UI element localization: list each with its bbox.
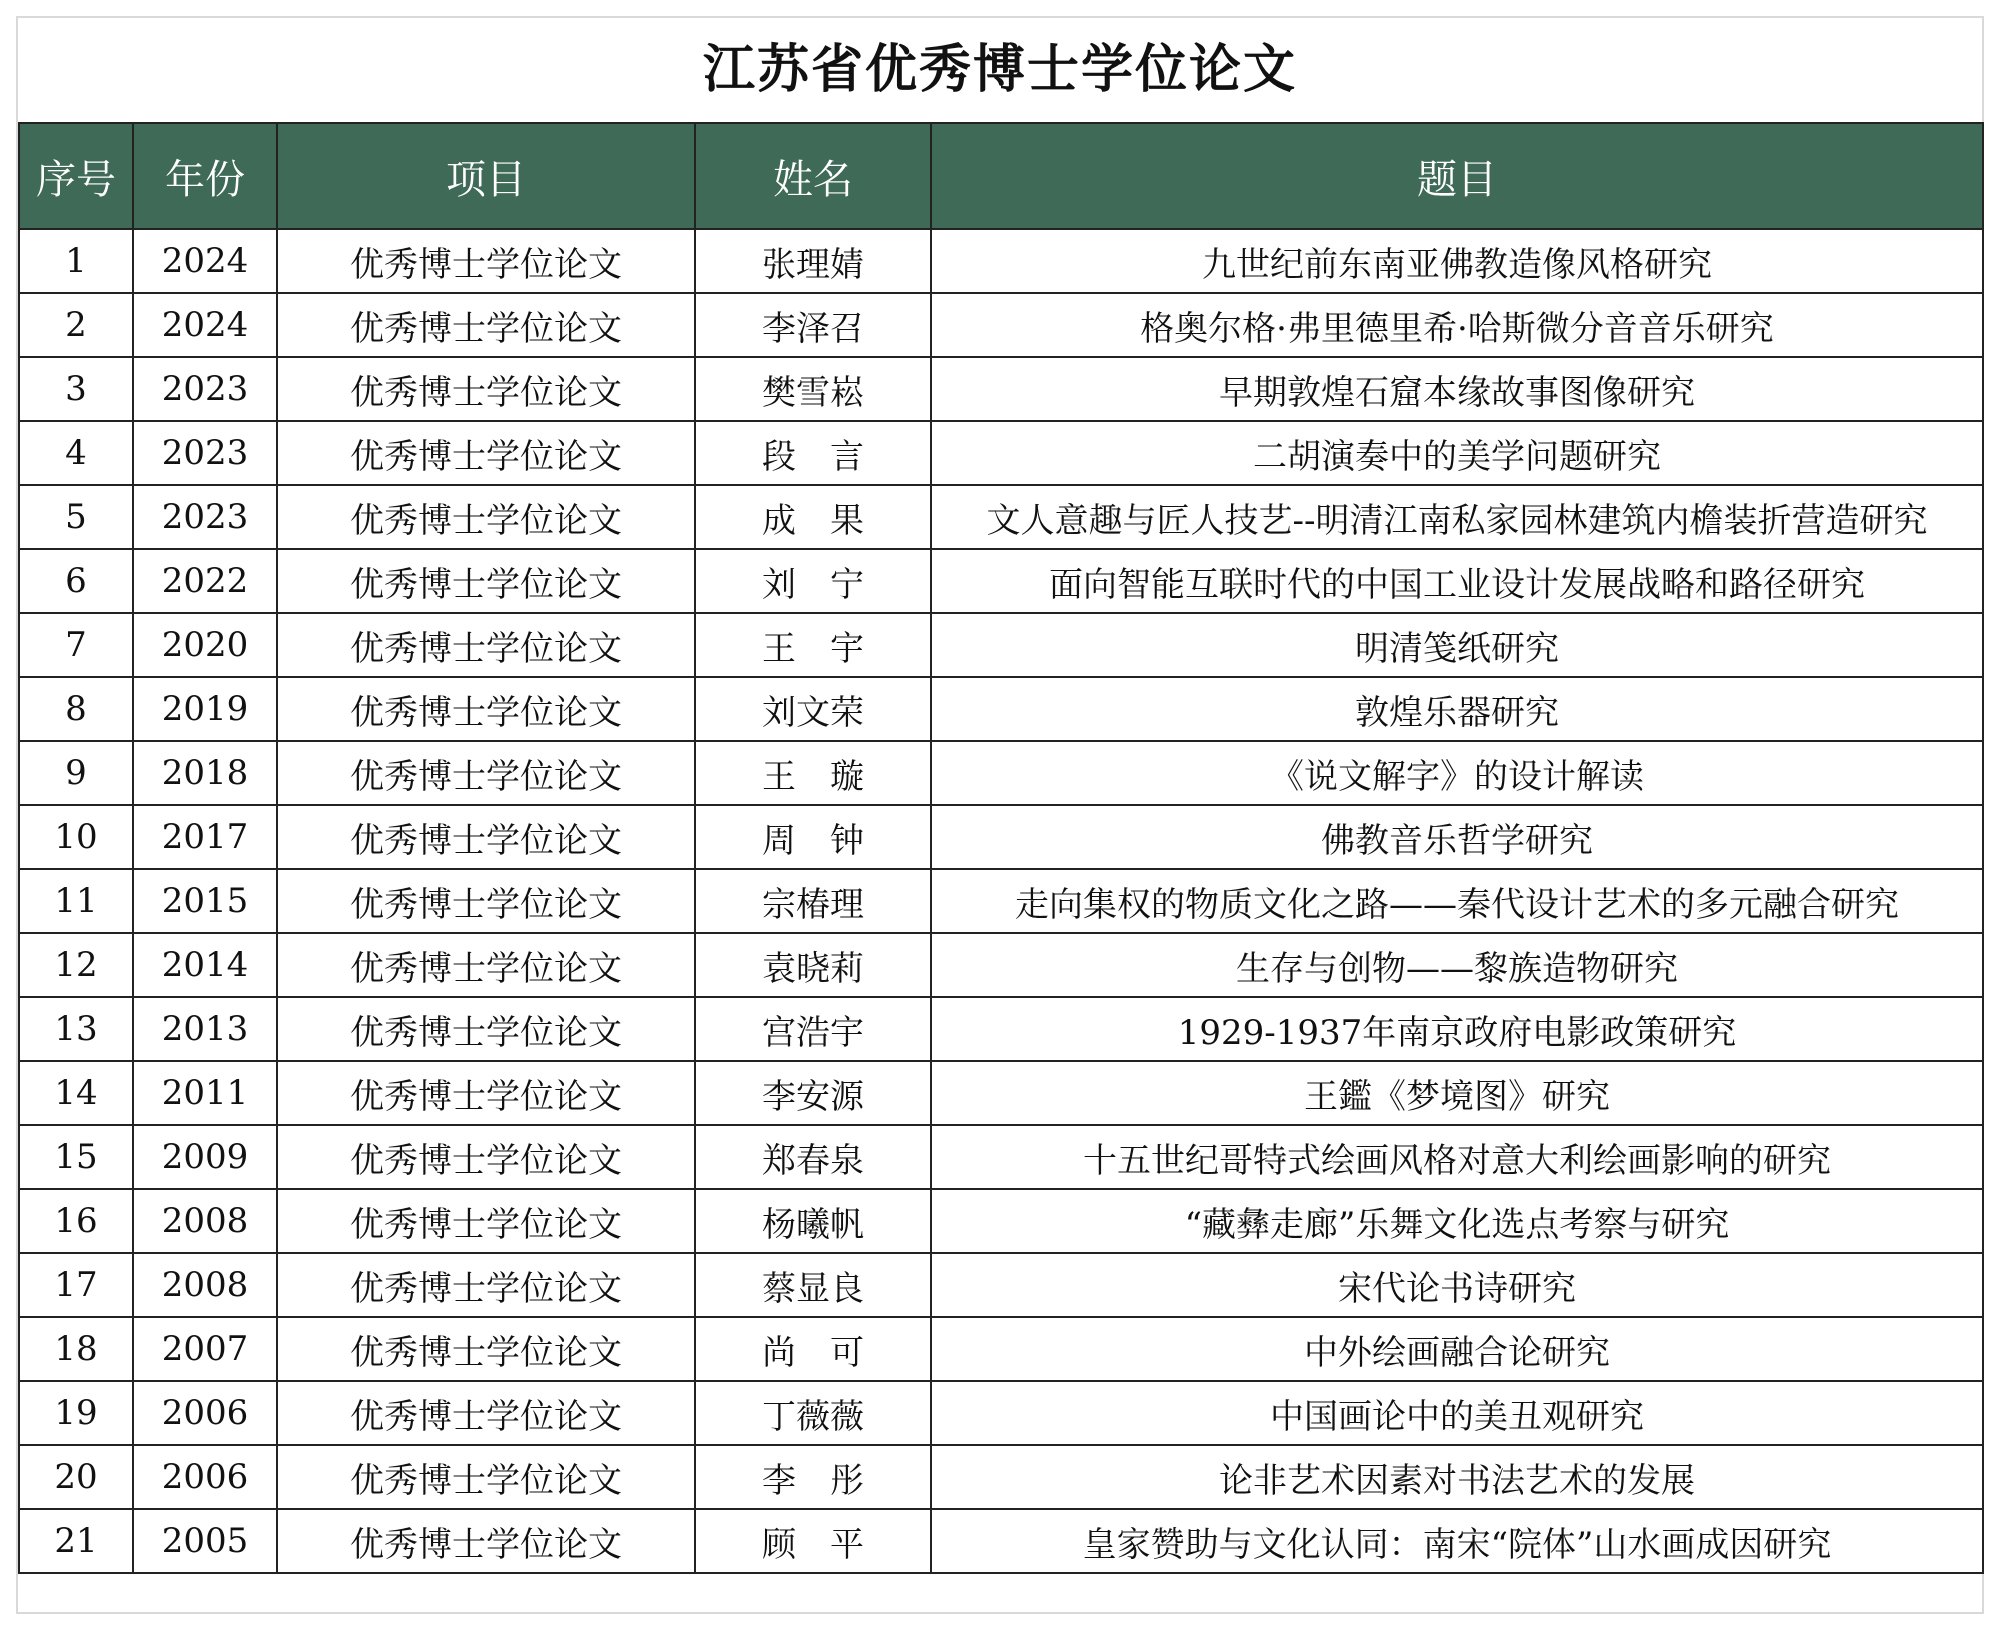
topic-cell[interactable]: 论非艺术因素对书法艺术的发展 xyxy=(931,1445,1983,1509)
project-cell[interactable]: 优秀博士学位论文 xyxy=(277,1317,695,1381)
name-cell[interactable]: 张理婧 xyxy=(695,229,931,293)
table-row xyxy=(19,293,1983,357)
table-row xyxy=(19,805,1983,869)
project-cell[interactable]: 优秀博士学位论文 xyxy=(277,1061,695,1125)
table-row xyxy=(19,677,1983,741)
seq-cell[interactable]: 8 xyxy=(19,677,133,741)
year-cell[interactable]: 2014 xyxy=(133,933,277,997)
table-row xyxy=(19,485,1983,549)
seq-cell[interactable]: 19 xyxy=(19,1381,133,1445)
table-row xyxy=(19,997,1983,1061)
name-cell[interactable]: 樊雪崧 xyxy=(695,357,931,421)
year-cell[interactable]: 2024 xyxy=(133,293,277,357)
year-cell[interactable]: 2024 xyxy=(133,229,277,293)
project-cell[interactable]: 优秀博士学位论文 xyxy=(277,677,695,741)
year-cell[interactable]: 2009 xyxy=(133,1125,277,1189)
seq-cell[interactable]: 2 xyxy=(19,293,133,357)
name-cell[interactable]: 成 果 xyxy=(695,485,931,549)
seq-cell[interactable]: 12 xyxy=(19,933,133,997)
project-cell[interactable]: 优秀博士学位论文 xyxy=(277,293,695,357)
table-row xyxy=(19,1317,1983,1381)
name-cell[interactable]: 杨曦帆 xyxy=(695,1189,931,1253)
project-cell[interactable]: 优秀博士学位论文 xyxy=(277,997,695,1061)
topic-cell[interactable]: 十五世纪哥特式绘画风格对意大利绘画影响的研究 xyxy=(931,1125,1983,1189)
year-cell[interactable]: 2020 xyxy=(133,613,277,677)
project-cell[interactable]: 优秀博士学位论文 xyxy=(277,805,695,869)
project-cell[interactable]: 优秀博士学位论文 xyxy=(277,869,695,933)
year-cell[interactable]: 2008 xyxy=(133,1189,277,1253)
project-cell[interactable]: 优秀博士学位论文 xyxy=(277,933,695,997)
year-cell[interactable]: 2011 xyxy=(133,1061,277,1125)
topic-cell[interactable]: 面向智能互联时代的中国工业设计发展战略和路径研究 xyxy=(931,549,1983,613)
topic-cell[interactable]: 宋代论书诗研究 xyxy=(931,1253,1983,1317)
column-header-year[interactable]: 年份 xyxy=(133,123,277,229)
column-header-topic[interactable]: 题目 xyxy=(931,123,1983,229)
awards-table xyxy=(18,122,1984,1574)
project-cell[interactable]: 优秀博士学位论文 xyxy=(277,1125,695,1189)
table-row xyxy=(19,1509,1983,1573)
name-cell[interactable]: 袁晓莉 xyxy=(695,933,931,997)
topic-cell[interactable]: 二胡演奏中的美学问题研究 xyxy=(931,421,1983,485)
seq-cell[interactable]: 9 xyxy=(19,741,133,805)
seq-cell[interactable]: 18 xyxy=(19,1317,133,1381)
year-cell[interactable]: 2006 xyxy=(133,1445,277,1509)
name-cell[interactable]: 周 钟 xyxy=(695,805,931,869)
year-cell[interactable]: 2022 xyxy=(133,549,277,613)
topic-cell[interactable]: 《说文解字》的设计解读 xyxy=(931,741,1983,805)
project-cell[interactable]: 优秀博士学位论文 xyxy=(277,357,695,421)
year-cell[interactable]: 2005 xyxy=(133,1509,277,1573)
year-cell[interactable]: 2013 xyxy=(133,997,277,1061)
seq-cell[interactable]: 14 xyxy=(19,1061,133,1125)
name-cell[interactable]: 李 彤 xyxy=(695,1445,931,1509)
table-row xyxy=(19,1125,1983,1189)
seq-cell[interactable]: 21 xyxy=(19,1509,133,1573)
table-row xyxy=(19,1061,1983,1125)
project-cell[interactable]: 优秀博士学位论文 xyxy=(277,1189,695,1253)
table-row xyxy=(19,741,1983,805)
topic-cell[interactable]: 文人意趣与匠人技艺--明清江南私家园林建筑内檐装折营造研究 xyxy=(931,485,1983,549)
name-cell[interactable]: 丁薇薇 xyxy=(695,1381,931,1445)
topic-cell[interactable]: 王鑑《梦境图》研究 xyxy=(931,1061,1983,1125)
spreadsheet-sheet xyxy=(16,16,1984,1614)
table-row xyxy=(19,933,1983,997)
column-header-seq[interactable]: 序号 xyxy=(19,123,133,229)
name-cell[interactable]: 郑春泉 xyxy=(695,1125,931,1189)
topic-cell[interactable]: 1929-1937年南京政府电影政策研究 xyxy=(931,997,1983,1061)
project-cell[interactable]: 优秀博士学位论文 xyxy=(277,421,695,485)
table-row xyxy=(19,1189,1983,1253)
topic-cell[interactable]: 中国画论中的美丑观研究 xyxy=(931,1381,1983,1445)
table-row xyxy=(19,1445,1983,1509)
table-row xyxy=(19,1253,1983,1317)
name-cell[interactable]: 蔡显良 xyxy=(695,1253,931,1317)
seq-cell[interactable]: 1 xyxy=(19,229,133,293)
seq-cell[interactable]: 13 xyxy=(19,997,133,1061)
year-cell[interactable]: 2019 xyxy=(133,677,277,741)
topic-cell[interactable]: 敦煌乐器研究 xyxy=(931,677,1983,741)
name-cell[interactable]: 宗椿理 xyxy=(695,869,931,933)
seq-cell[interactable]: 4 xyxy=(19,421,133,485)
name-cell[interactable]: 李安源 xyxy=(695,1061,931,1125)
name-cell[interactable]: 尚 可 xyxy=(695,1317,931,1381)
year-cell[interactable]: 2008 xyxy=(133,1253,277,1317)
seq-cell[interactable]: 15 xyxy=(19,1125,133,1189)
project-cell[interactable]: 优秀博士学位论文 xyxy=(277,613,695,677)
table-row xyxy=(19,1381,1983,1445)
topic-cell[interactable]: 生存与创物——黎族造物研究 xyxy=(931,933,1983,997)
topic-cell[interactable]: 皇家赞助与文化认同：南宋“院体”山水画成因研究 xyxy=(931,1509,1983,1573)
project-cell[interactable]: 优秀博士学位论文 xyxy=(277,1445,695,1509)
name-cell[interactable]: 王 宇 xyxy=(695,613,931,677)
table-row xyxy=(19,357,1983,421)
sheet-title: 江苏省优秀博士学位论文 xyxy=(702,39,1297,100)
name-cell[interactable]: 宫浩宇 xyxy=(695,997,931,1061)
topic-cell[interactable]: 走向集权的物质文化之路——秦代设计艺术的多元融合研究 xyxy=(931,869,1983,933)
table-row xyxy=(19,421,1983,485)
seq-cell[interactable]: 3 xyxy=(19,357,133,421)
seq-cell[interactable]: 11 xyxy=(19,869,133,933)
column-header-project[interactable]: 项目 xyxy=(277,123,695,229)
topic-cell[interactable]: 明清笺纸研究 xyxy=(931,613,1983,677)
seq-cell[interactable]: 16 xyxy=(19,1189,133,1253)
name-cell[interactable]: 刘文荣 xyxy=(695,677,931,741)
table-row xyxy=(19,869,1983,933)
project-cell[interactable]: 优秀博士学位论文 xyxy=(277,229,695,293)
project-cell[interactable]: 优秀博士学位论文 xyxy=(277,1253,695,1317)
project-cell[interactable]: 优秀博士学位论文 xyxy=(277,1381,695,1445)
topic-cell[interactable]: 早期敦煌石窟本缘故事图像研究 xyxy=(931,357,1983,421)
year-cell[interactable]: 2017 xyxy=(133,805,277,869)
topic-cell[interactable]: 九世纪前东南亚佛教造像风格研究 xyxy=(931,229,1983,293)
column-header-name[interactable]: 姓名 xyxy=(695,123,931,229)
year-cell[interactable]: 2023 xyxy=(133,485,277,549)
year-cell[interactable]: 2023 xyxy=(133,357,277,421)
topic-cell[interactable]: 中外绘画融合论研究 xyxy=(931,1317,1983,1381)
seq-cell[interactable]: 7 xyxy=(19,613,133,677)
seq-cell[interactable]: 10 xyxy=(19,805,133,869)
topic-cell[interactable]: 格奥尔格·弗里德里希·哈斯微分音音乐研究 xyxy=(931,293,1983,357)
year-cell[interactable]: 2015 xyxy=(133,869,277,933)
table-row xyxy=(19,549,1983,613)
seq-cell[interactable]: 5 xyxy=(19,485,133,549)
name-cell[interactable]: 段 言 xyxy=(695,421,931,485)
name-cell[interactable]: 李泽召 xyxy=(695,293,931,357)
seq-cell[interactable]: 6 xyxy=(19,549,133,613)
seq-cell[interactable]: 20 xyxy=(19,1445,133,1509)
year-cell[interactable]: 2006 xyxy=(133,1381,277,1445)
topic-cell[interactable]: “藏彝走廊”乐舞文化选点考察与研究 xyxy=(931,1189,1983,1253)
table-row xyxy=(19,229,1983,293)
project-cell[interactable]: 优秀博士学位论文 xyxy=(277,485,695,549)
project-cell[interactable]: 优秀博士学位论文 xyxy=(277,1509,695,1573)
name-cell[interactable]: 王 璇 xyxy=(695,741,931,805)
name-cell[interactable]: 顾 平 xyxy=(695,1509,931,1573)
name-cell[interactable]: 刘 宁 xyxy=(695,549,931,613)
header-row xyxy=(19,123,1983,229)
year-cell[interactable]: 2023 xyxy=(133,421,277,485)
project-cell[interactable]: 优秀博士学位论文 xyxy=(277,741,695,805)
table-row xyxy=(19,613,1983,677)
seq-cell[interactable]: 17 xyxy=(19,1253,133,1317)
year-cell[interactable]: 2007 xyxy=(133,1317,277,1381)
year-cell[interactable]: 2018 xyxy=(133,741,277,805)
project-cell[interactable]: 优秀博士学位论文 xyxy=(277,549,695,613)
topic-cell[interactable]: 佛教音乐哲学研究 xyxy=(931,805,1983,869)
